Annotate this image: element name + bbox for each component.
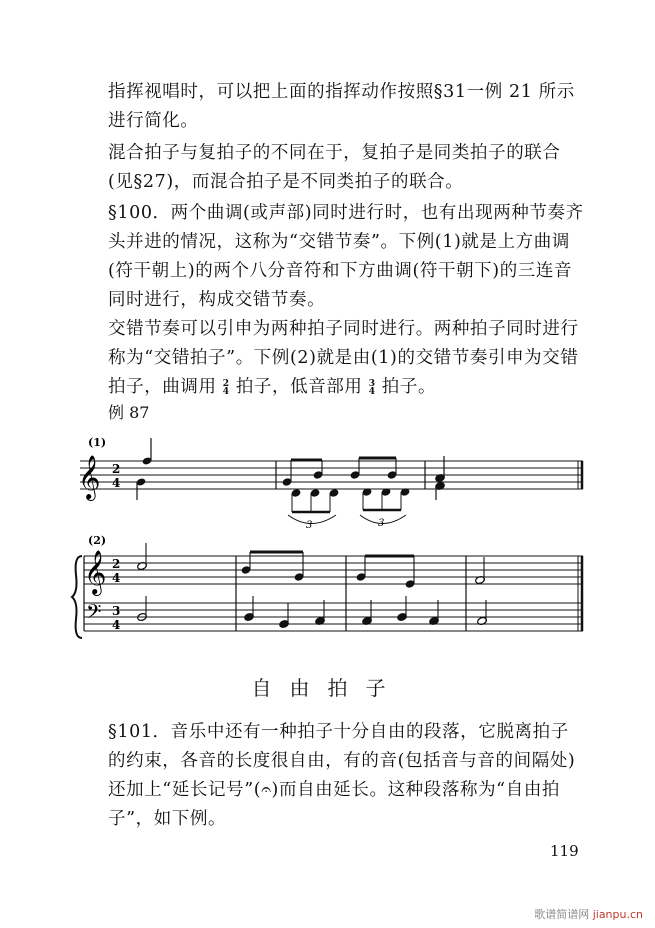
bass-time-signature-bottom: 4 [112,618,121,632]
paragraph-4-text-c: 拍子。 [381,377,437,397]
example-1-label: (1) [88,436,107,449]
grand-staff-barlines [84,556,582,631]
section-heading: 自由拍子 [251,676,404,700]
staff-1 [80,461,583,489]
treble-clef-icon: 𝄞 [78,455,101,499]
paragraph-4-text-a: 交错节奏可以引申为两种拍子同时进行。两种拍子同时进行称为“交错拍子”。下例(2)就是由(1)的交错节奏引申为交错拍子，曲调用 [108,319,579,397]
paragraph-2: 混合拍子与复拍子的不同在于，复拍子是同类拍子的联合(见§27)，而混合拍子是不同类拍子的联合。 [108,143,561,192]
watermark [534,906,643,922]
paragraph-1: 指挥视唱时，可以把上面的指挥动作按照§31一例 21 所示进行简化。 [108,82,575,131]
inline-time-signature-bass: 3 4 [368,378,376,397]
staff-3-bass [84,603,583,631]
time-signature-bottom: 4 [112,571,121,585]
time-signature-top: 2 [112,462,121,476]
paragraph-5: §101．音乐中还有一种拍子十分自由的段落，它脱离拍子的约束，各音的长度很自由，有的音(包括音与音的间隔处)还加上“延长记号”(𝄐)而自由延长。这种段落称为“自由拍子”，如下例。 [108,722,576,829]
staff-2-treble [84,556,583,584]
inline-time-signature-melody: 2 4 [222,378,230,397]
watermark-site-url: jianpu.cn [592,908,643,921]
measure-1 [136,438,153,500]
triplet-mark-1: 3 [306,520,313,531]
example-label: 例 87 [108,403,150,422]
time-signature-top: 2 [112,557,121,571]
page-number: 119 [550,842,579,860]
watermark-site-name: 歌谱简谱网 [534,908,590,921]
treble-clef-icon: 𝄞 [84,550,107,594]
brace [72,556,82,638]
bass-clef-icon: 𝄢 [86,600,102,628]
time-signature-bottom: 4 [112,476,121,490]
measure-3 [435,456,446,500]
paragraph-4-text-b: 拍子，低音部用 [235,377,363,397]
treble-notes [137,543,486,588]
example-2-label: (2) [88,534,107,547]
triplet-mark-2: 3 [378,518,385,529]
bass-time-signature-top: 3 [112,604,121,618]
paragraph-3: §100．两个曲调(或声部)同时进行时，也有出现两种节奏齐头并进的情况，这称为“交错节奏”。下例(1)就是上方曲调(符干朝上)的两个八分音符和下方曲调(符干朝下)的三连音同时进行，构成交错节奏。 [108,203,584,310]
